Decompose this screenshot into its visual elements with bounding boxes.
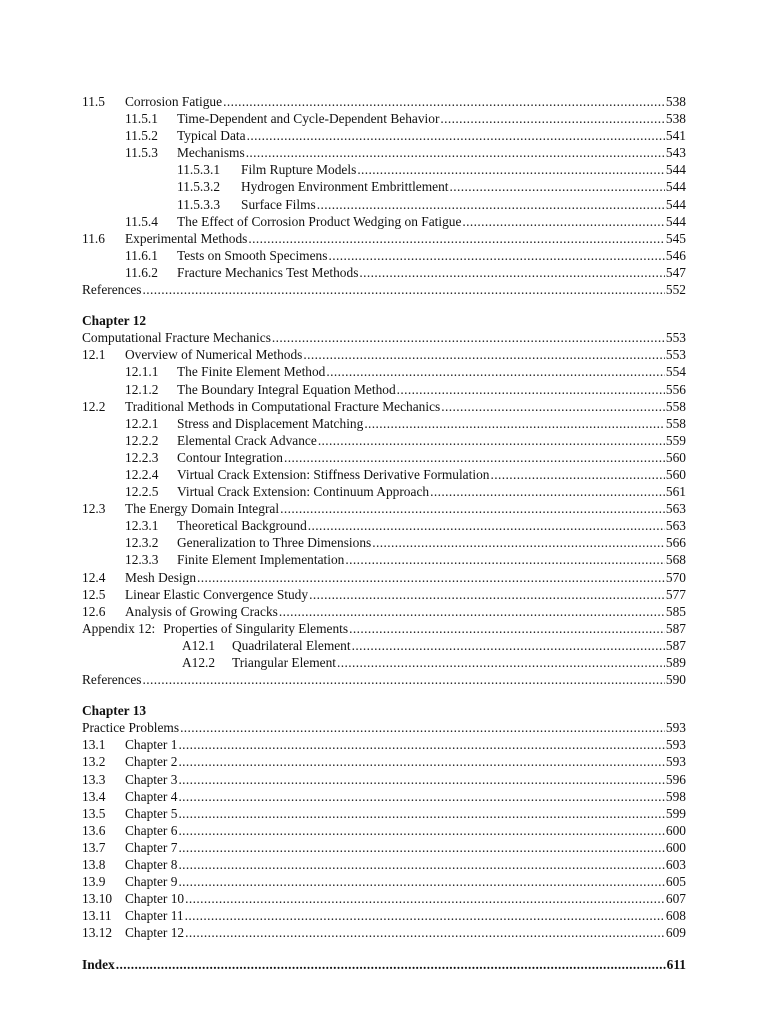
- toc-entry[interactable]: [82, 415, 686, 432]
- dot-leader: [441, 398, 665, 415]
- toc-entry-title: The Energy Domain Integral: [125, 501, 280, 517]
- toc-entry-page: 600: [665, 839, 686, 855]
- dot-leader: [280, 500, 665, 517]
- toc-entry[interactable]: [82, 753, 686, 770]
- toc-entry-page: 600: [665, 822, 686, 838]
- toc-entry-number: 12.2.3: [125, 449, 159, 465]
- toc-entry[interactable]: [82, 432, 686, 449]
- toc-entry-page: 570: [665, 569, 686, 585]
- dot-leader: [178, 856, 664, 873]
- dot-leader: [223, 93, 665, 110]
- toc-entry-page: 605: [665, 874, 686, 890]
- toc-entry-number: 11.6.2: [125, 264, 158, 280]
- toc-entry-number: 12.3.1: [125, 518, 159, 534]
- toc-entry-title: Traditional Methods in Computational Fracture Mechanics: [125, 398, 441, 414]
- toc-index-entry[interactable]: [82, 956, 686, 973]
- dot-leader: [284, 449, 665, 466]
- dot-leader: [303, 346, 665, 363]
- dot-leader: [178, 839, 664, 856]
- toc-entry-number: 11.5.3.1: [177, 162, 221, 178]
- toc-entry[interactable]: [82, 483, 686, 500]
- toc-entry[interactable]: [82, 449, 686, 466]
- toc-entry-page: 544: [665, 162, 686, 178]
- toc-entry[interactable]: [82, 161, 686, 178]
- toc-entry-number: 13.3: [82, 771, 106, 787]
- toc-entry-page: 560: [665, 449, 686, 465]
- dot-leader: [185, 924, 665, 941]
- dot-leader: [345, 551, 665, 568]
- toc-entry-title: Quadrilateral Element: [232, 637, 351, 653]
- dot-leader: [462, 213, 664, 230]
- dot-leader: [364, 415, 665, 432]
- toc-entry[interactable]: [82, 569, 686, 586]
- toc-entry-number: 13.6: [82, 822, 106, 838]
- dot-leader: [308, 517, 665, 534]
- toc-entry-number: 11.5.3.2: [177, 179, 221, 195]
- toc-entry-title: References: [82, 282, 142, 298]
- dot-leader: [490, 466, 664, 483]
- toc-entry-number: 12.1.2: [125, 381, 159, 397]
- toc-entry-title: Film Rupture Models: [241, 162, 357, 178]
- dot-leader: [352, 637, 665, 654]
- toc-entry-title: Index: [82, 956, 115, 972]
- dot-leader: [430, 483, 665, 500]
- toc-entry-page: 560: [665, 466, 686, 482]
- toc-entry[interactable]: [82, 466, 686, 483]
- toc-entry-page: 566: [665, 535, 686, 551]
- toc-entry-number: 12.2.4: [125, 466, 159, 482]
- dot-leader: [185, 890, 665, 907]
- toc-entry[interactable]: [82, 213, 686, 230]
- toc-entry-page: 598: [665, 788, 686, 804]
- toc-entry-page: 607: [665, 891, 686, 907]
- toc-entry-page: 543: [665, 145, 686, 161]
- toc-entry-title: Practice Problems: [82, 720, 180, 736]
- toc-entry-number: 12.6: [82, 603, 106, 619]
- dot-leader: [279, 603, 665, 620]
- toc-entry-number: 11.5.4: [125, 213, 158, 229]
- toc-entry-page: 558: [665, 398, 686, 414]
- toc-chapter-entry[interactable]: [82, 719, 686, 736]
- toc-entry-title: Virtual Crack Extension: Stiffness Derivative Formulation: [177, 466, 490, 482]
- toc-entry-number: 13.5: [82, 805, 106, 821]
- toc-entry-title: Typical Data: [177, 128, 246, 144]
- toc-entry[interactable]: [82, 924, 686, 941]
- toc-entry[interactable]: [82, 736, 686, 753]
- toc-entry-title: Fracture Mechanics Test Methods: [177, 264, 359, 280]
- toc-entry-number: 12.1.1: [125, 364, 159, 380]
- toc-entry-number: 11.6: [82, 230, 105, 246]
- toc-entry-page: 593: [665, 754, 686, 770]
- toc-entry-number: 11.5: [82, 94, 105, 109]
- dot-leader: [309, 586, 665, 603]
- toc-entry-title: The Effect of Corrosion Product Wedging on Fatigue: [177, 213, 462, 229]
- toc-entry-title: Chapter 6: [125, 822, 178, 838]
- toc-entry-number: 13.7: [82, 839, 106, 855]
- toc-entry[interactable]: [82, 771, 686, 788]
- toc-entry-page: 561: [665, 484, 686, 500]
- toc-entry-page: 577: [665, 586, 686, 602]
- toc-entry-title: Contour Integration: [177, 449, 283, 465]
- dot-leader: [178, 788, 664, 805]
- toc-entry-page: 544: [665, 213, 686, 229]
- dot-leader: [357, 161, 665, 178]
- toc-entry[interactable]: [82, 500, 686, 517]
- toc-entry-title: Chapter 1: [125, 737, 178, 753]
- toc-entry-page: 545: [665, 230, 686, 246]
- table-of-contents: [82, 93, 686, 973]
- dot-leader: [372, 534, 665, 551]
- toc-chapter-entry[interactable]: [82, 671, 686, 688]
- dot-leader: [317, 196, 665, 213]
- toc-entry[interactable]: [82, 603, 686, 620]
- toc-entry-page: 609: [665, 925, 686, 941]
- toc-entry-title: The Boundary Integral Equation Method: [177, 381, 396, 397]
- toc-entry[interactable]: [82, 127, 686, 144]
- toc-entry-page: 553: [665, 347, 686, 363]
- toc-entry[interactable]: [82, 788, 686, 805]
- dot-leader: [440, 110, 665, 127]
- toc-chapter-entry[interactable]: [82, 281, 686, 298]
- toc-entry-title: Chapter 7: [125, 839, 178, 855]
- toc-entry-title: Mechanisms: [177, 145, 245, 161]
- toc-entry[interactable]: [82, 907, 686, 924]
- dot-leader: [180, 719, 665, 736]
- toc-entry-title: Mesh Design: [125, 569, 197, 585]
- toc-entry-title: Surface Films: [241, 196, 316, 212]
- section-spacer: [82, 298, 686, 312]
- toc-entry-title: Virtual Crack Extension: Continuum Approach: [177, 484, 430, 500]
- toc-entry-number: 13.12: [82, 925, 113, 941]
- toc-entry-page: 585: [665, 603, 686, 619]
- toc-entry-title: Time-Dependent and Cycle-Dependent Behavior: [177, 111, 440, 127]
- chapter-heading: Chapter 12: [82, 313, 147, 329]
- toc-entry[interactable]: [82, 264, 686, 281]
- dot-leader: [116, 956, 666, 973]
- toc-entry[interactable]: [82, 346, 686, 363]
- toc-entry-number: 13.9: [82, 874, 106, 890]
- toc-entry-page: 608: [665, 908, 686, 924]
- toc-entry[interactable]: [82, 534, 686, 551]
- toc-entry[interactable]: [82, 890, 686, 907]
- toc-entry[interactable]: [82, 839, 686, 856]
- toc-entry-page: 546: [665, 247, 686, 263]
- toc-entry-title: Hydrogen Environment Embrittlement: [241, 179, 449, 195]
- toc-entry-number: 12.2.1: [125, 415, 159, 431]
- toc-entry-title: References: [82, 672, 142, 688]
- dot-leader: [328, 247, 664, 264]
- toc-entry-title: Chapter 12: [125, 925, 185, 941]
- toc-entry-number: 12.3.2: [125, 535, 159, 551]
- toc-chapter-entry[interactable]: [82, 329, 686, 346]
- dot-leader: [178, 771, 664, 788]
- toc-entry-number: A12.2: [182, 655, 216, 670]
- toc-entry-page: 541: [665, 128, 686, 144]
- dot-leader: [272, 329, 665, 346]
- toc-entry-page: 563: [665, 501, 686, 517]
- dot-leader: [178, 753, 664, 770]
- toc-entry-title: Triangular Element: [232, 655, 337, 670]
- toc-entry-page: 596: [665, 771, 686, 787]
- toc-entry-number: 13.4: [82, 788, 106, 804]
- toc-entry[interactable]: [82, 93, 686, 110]
- toc-entry[interactable]: [82, 247, 686, 264]
- toc-entry-number: 13.1: [82, 737, 106, 753]
- toc-entry-title: Chapter 3: [125, 771, 178, 787]
- dot-leader: [397, 381, 665, 398]
- toc-entry-page: 593: [665, 737, 686, 753]
- toc-entry[interactable]: [82, 178, 686, 195]
- toc-entry-title: Chapter 10: [125, 891, 185, 907]
- toc-entry-title: Computational Fracture Mechanics: [82, 330, 271, 346]
- toc-entry-page: 552: [665, 282, 686, 298]
- dot-leader: [318, 432, 665, 449]
- dot-leader: [246, 144, 665, 161]
- toc-entry[interactable]: [82, 654, 686, 671]
- toc-entry-number: 12.5: [82, 586, 106, 602]
- toc-entry[interactable]: [82, 381, 686, 398]
- toc-entry-title: Theoretical Background: [177, 518, 307, 534]
- dot-leader: [178, 736, 664, 753]
- toc-entry-number: 11.5.2: [125, 128, 158, 144]
- toc-entry-number: 12.2: [82, 398, 106, 414]
- toc-entry-number: 13.11: [82, 908, 112, 924]
- toc-entry[interactable]: [82, 822, 686, 839]
- toc-entry-title: Chapter 2: [125, 754, 178, 770]
- toc-entry[interactable]: [82, 196, 686, 213]
- dot-leader: [248, 230, 665, 247]
- toc-entry-page: 587: [665, 620, 686, 636]
- toc-entry-number: 12.4: [82, 569, 106, 585]
- toc-entry-number: 13.2: [82, 754, 106, 770]
- toc-entry-page: 589: [665, 655, 686, 670]
- toc-entry-number: 12.3.3: [125, 552, 159, 568]
- toc-entry-title: Generalization to Three Dimensions: [177, 535, 372, 551]
- dot-leader: [349, 620, 665, 637]
- dot-leader: [178, 822, 664, 839]
- toc-entry-page: 538: [665, 111, 686, 127]
- toc-entry[interactable]: [82, 586, 686, 603]
- dot-leader: [178, 805, 664, 822]
- toc-entry-page: 587: [665, 637, 686, 653]
- toc-entry[interactable]: [82, 398, 686, 415]
- dot-leader: [178, 873, 664, 890]
- toc-entry-title: Finite Element Implementation: [177, 552, 345, 568]
- toc-entry-page: 556: [665, 381, 686, 397]
- toc-entry-number: 12.1: [82, 347, 106, 363]
- toc-entry-number: 11.5.1: [125, 111, 158, 127]
- section-spacer: [82, 688, 686, 702]
- toc-entry-title: Chapter 11: [125, 908, 184, 924]
- dot-leader: [197, 569, 665, 586]
- toc-entry[interactable]: [82, 230, 686, 247]
- toc-entry-page: 554: [665, 364, 686, 380]
- toc-entry-number: 12.2.5: [125, 484, 159, 500]
- toc-entry-page: 553: [665, 330, 686, 346]
- dot-leader: [185, 907, 665, 924]
- toc-entry[interactable]: [82, 551, 686, 568]
- toc-entry-title: Overview of Numerical Methods: [125, 347, 303, 363]
- toc-entry-page: 611: [666, 956, 686, 972]
- dot-leader: [326, 363, 665, 380]
- toc-entry-page: 590: [665, 672, 686, 688]
- toc-entry[interactable]: [82, 144, 686, 161]
- toc-entry-title: Corrosion Fatigue: [125, 94, 223, 109]
- toc-entry-title: Chapter 9: [125, 874, 178, 890]
- toc-entry-page: 568: [665, 552, 686, 568]
- toc-entry-page: 599: [665, 805, 686, 821]
- toc-entry-title: Linear Elastic Convergence Study: [125, 586, 309, 602]
- toc-entry-title: Chapter 4: [125, 788, 178, 804]
- toc-entry-page: 547: [665, 264, 686, 280]
- toc-entry-number: 13.8: [82, 857, 106, 873]
- toc-entry-number: 11.5.3: [125, 145, 158, 161]
- toc-entry-number: 11.6.1: [125, 247, 158, 263]
- section-spacer: [82, 942, 686, 956]
- toc-entry-title: Chapter 8: [125, 857, 178, 873]
- toc-entry-number: A12.1: [182, 637, 216, 653]
- dot-leader: [450, 178, 665, 195]
- dot-leader: [142, 671, 664, 688]
- toc-entry-page: 603: [665, 857, 686, 873]
- toc-entry-page: 538: [665, 94, 686, 109]
- toc-entry[interactable]: [82, 363, 686, 380]
- toc-entry-page: 544: [665, 196, 686, 212]
- toc-entry-title: Properties of Singularity Elements: [163, 620, 349, 636]
- toc-entry-page: 558: [665, 415, 686, 431]
- chapter-heading: Chapter 13: [82, 703, 147, 719]
- toc-entry-page: 593: [665, 720, 686, 736]
- toc-entry-title: Experimental Methods: [125, 230, 248, 246]
- dot-leader: [247, 127, 665, 144]
- toc-entry[interactable]: [82, 856, 686, 873]
- toc-entry-title: The Finite Element Method: [177, 364, 326, 380]
- toc-entry-number: 12.3: [82, 501, 106, 517]
- toc-entry-page: 563: [665, 518, 686, 534]
- toc-entry[interactable]: [82, 873, 686, 890]
- toc-entry[interactable]: [82, 620, 686, 637]
- toc-entry[interactable]: [82, 517, 686, 534]
- dot-leader: [359, 264, 665, 281]
- toc-entry[interactable]: [82, 637, 686, 654]
- dot-leader: [337, 654, 665, 671]
- toc-entry[interactable]: [82, 805, 686, 822]
- toc-entry-title: Analysis of Growing Cracks: [125, 603, 278, 619]
- toc-entry-title: Chapter 5: [125, 805, 178, 821]
- toc-entry-number: 11.5.3.3: [177, 196, 221, 212]
- toc-entry-title: Elemental Crack Advance: [177, 432, 317, 448]
- toc-entry-number: 13.10: [82, 891, 113, 907]
- toc-entry-number: Appendix 12:: [82, 620, 156, 636]
- toc-entry-page: 544: [665, 179, 686, 195]
- dot-leader: [142, 281, 664, 298]
- toc-entry-page: 559: [665, 432, 686, 448]
- toc-entry-title: Tests on Smooth Specimens: [177, 247, 328, 263]
- toc-entry-title: Stress and Displacement Matching: [177, 415, 364, 431]
- toc-entry[interactable]: [82, 110, 686, 127]
- toc-entry-number: 12.2.2: [125, 432, 159, 448]
